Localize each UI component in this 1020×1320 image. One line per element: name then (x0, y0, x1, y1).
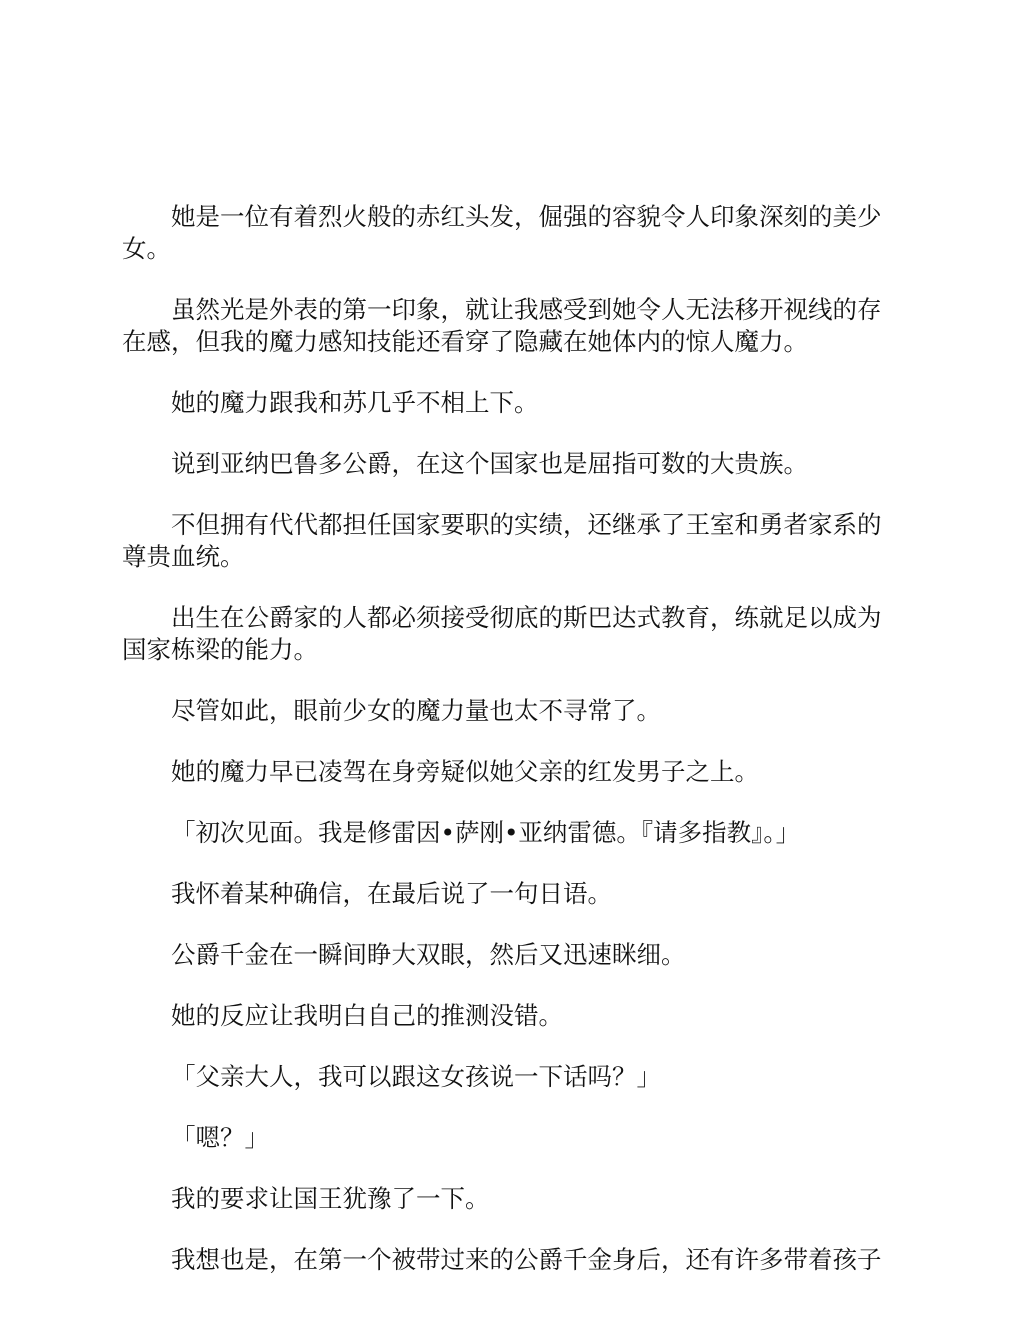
paragraph: 公爵千金在一瞬间睁大双眼，然后又迅速眯细。 (171, 940, 686, 969)
paragraph: 她的魔力跟我和苏几乎不相上下。 (171, 388, 539, 417)
paragraph: 出生在公爵家的人都必须接受彻底的斯巴达式教育，练就足以成为国家栋梁的能力。 (122, 603, 882, 664)
paragraph: 我的要求让国王犹豫了一下。 (171, 1184, 490, 1213)
paragraph: 她的反应让我明白自己的推测没错。 (171, 1001, 563, 1030)
body-text (122, 201, 898, 1305)
paragraph: 她的魔力早已凌驾在身旁疑似她父亲的红发男子之上。 (171, 757, 759, 786)
paragraph: 说到亚纳巴鲁多公爵，在这个国家也是屈指可数的大贵族。 (171, 449, 808, 478)
paragraph: 虽然光是外表的第一印象，就让我感受到她令人无法移开视线的存在感，但我的魔力感知技能还看穿了隐藏在她体内的惊人魔力。 (122, 295, 882, 356)
paragraph: 我想也是，在第一个被带过来的公爵千金身后，还有许多带着孩子 (171, 1245, 882, 1274)
paragraph: 「嗯？」 (171, 1123, 269, 1152)
paragraph: 「父亲大人，我可以跟这女孩说一下话吗？」 (171, 1062, 661, 1091)
paragraph: 我怀着某种确信，在最后说了一句日语。 (171, 879, 612, 908)
paragraph: 她是一位有着烈火般的赤红头发，倔强的容貌令人印象深刻的美少女。 (122, 202, 882, 263)
paragraph: 「初次见面。我是修雷因•萨刚•亚纳雷德。『请多指教』。」 (171, 818, 801, 847)
paragraph: 尽管如此，眼前少女的魔力量也太不寻常了。 (171, 696, 661, 725)
paragraph: 不但拥有代代都担任国家要职的实绩，还继承了王室和勇者家系的尊贵血统。 (122, 510, 882, 571)
